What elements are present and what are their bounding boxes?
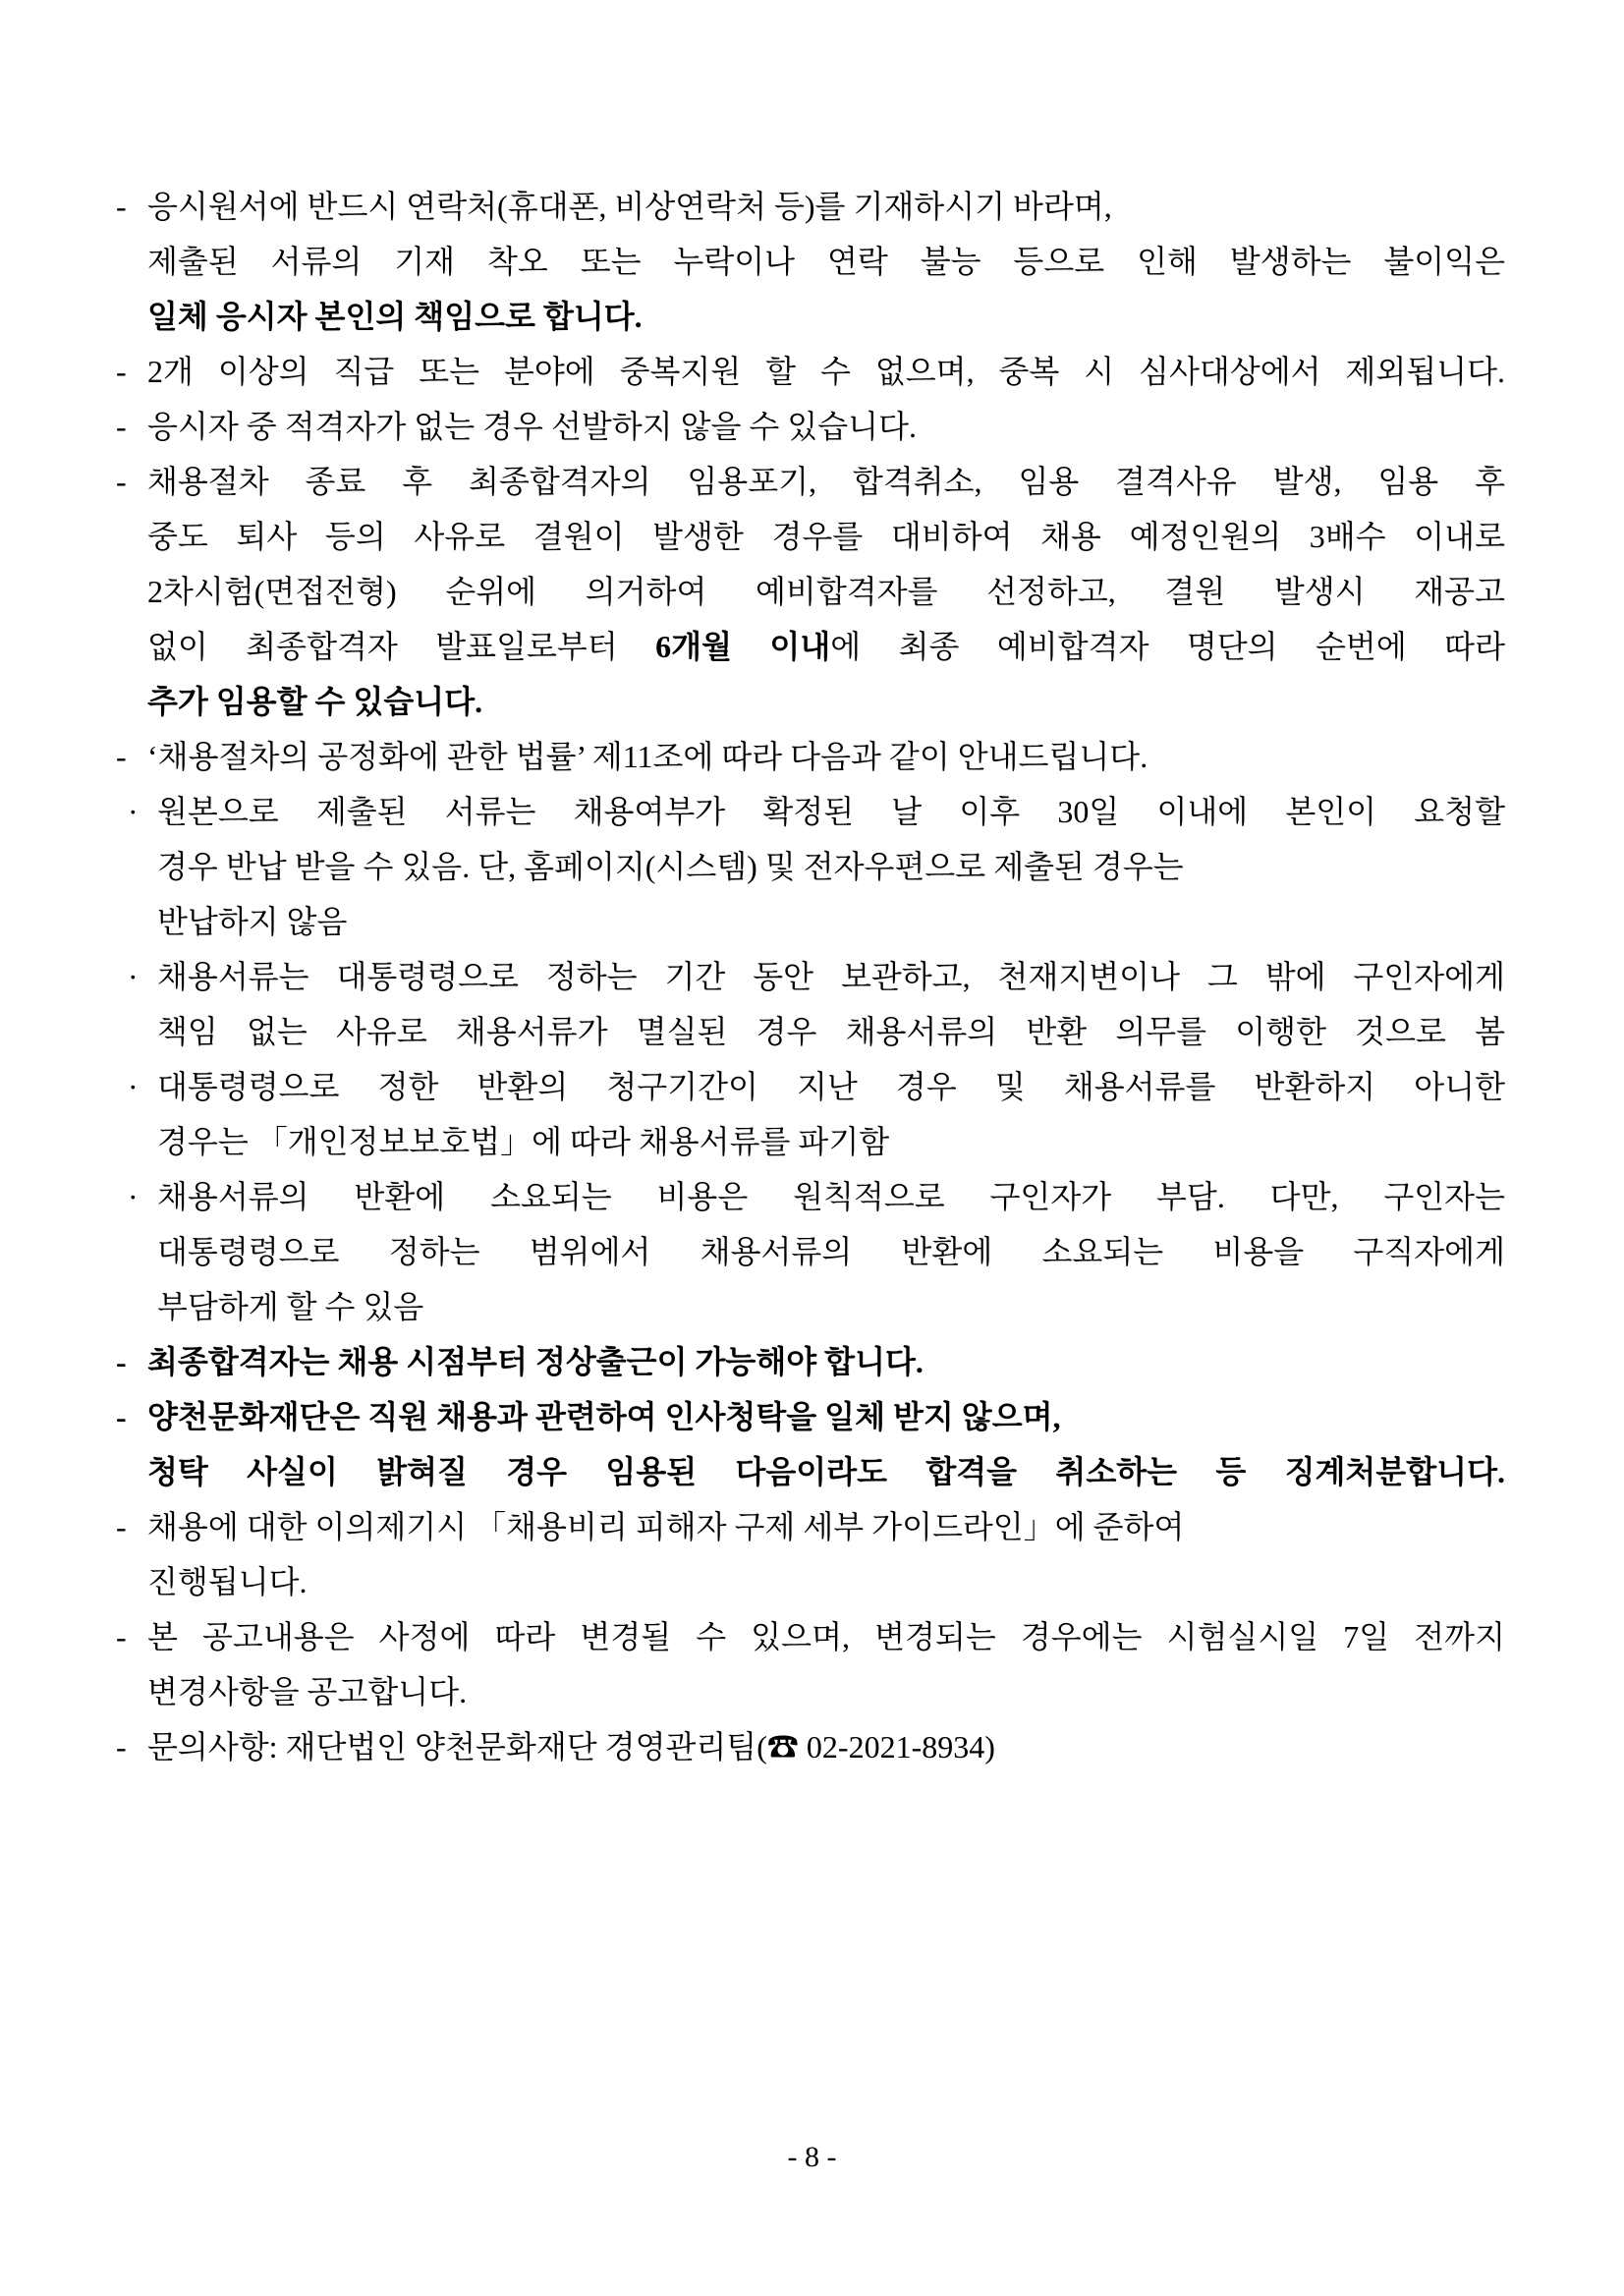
line-text: 2개 이상의 직급 또는 분야에 중복지원 할 수 없으며, 중복 시 심사대상에서 제외됩니다. xyxy=(147,354,1505,389)
line-text: ‘채용절차의 공정화에 관한 법률’ 제11조에 따라 다음과 같이 안내드립니다. xyxy=(147,739,1148,774)
phone-icon: ☎ xyxy=(766,1729,799,1764)
dot-bullet: · xyxy=(128,794,139,829)
dash-bullet: - xyxy=(116,464,127,499)
text-line xyxy=(116,1059,1505,1114)
text-line xyxy=(116,509,1505,564)
text-line xyxy=(116,1554,1505,1609)
line-text: 청탁 사실이 밝혀질 경우 임용된 다음이라도 합격을 취소하는 등 징계처분합니다. xyxy=(147,1454,1505,1489)
dot-bullet: · xyxy=(128,1069,139,1104)
dash-bullet: - xyxy=(116,1509,127,1544)
line-text: 양천문화재단은 직원 채용과 관련하여 인사청탁을 일체 받지 않으며, xyxy=(147,1399,1061,1434)
line-text: 경우는 「개인정보보호법」에 따라 채용서류를 파기함 xyxy=(157,1124,890,1159)
text-line xyxy=(116,564,1505,619)
line-text: 채용서류는 대통령령으로 정하는 기간 동안 보관하고, 천재지변이나 그 밖에 구인자에게 xyxy=(157,959,1505,994)
line-text: 반납하지 않음 xyxy=(157,904,348,939)
line-text: 일체 응시자 본인의 책임으로 합니다. xyxy=(147,299,643,334)
dash-bullet: - xyxy=(116,739,127,774)
text-line xyxy=(116,179,1505,234)
emphasis-text: 6개월 이내 xyxy=(655,629,831,664)
text-line xyxy=(116,399,1505,454)
text-line-emphasis xyxy=(116,1334,1505,1389)
line-text: 중도 퇴사 등의 사유로 결원이 발생한 경우를 대비하여 채용 예정인원의 3배수 이내로 xyxy=(147,519,1505,554)
text-line xyxy=(116,1664,1505,1719)
line-text: 2차시험(면접전형) 순위에 의거하여 예비합격자를 선정하고, 결원 발생시 재공고 xyxy=(147,574,1505,609)
notice-body xyxy=(116,179,1505,1774)
line-text: 대통령령으로 정하는 범위에서 채용서류의 반환에 소요되는 비용을 구직자에게 xyxy=(157,1234,1505,1269)
text-line xyxy=(116,1169,1505,1224)
dash-bullet: - xyxy=(116,1619,127,1654)
line-text: 최종합격자는 채용 시점부터 정상출근이 가능해야 합니다. xyxy=(147,1344,924,1379)
line-text: 없이 최종합격자 발표일로부터 xyxy=(147,629,656,664)
text-line xyxy=(116,1609,1505,1664)
text-line xyxy=(116,1224,1505,1279)
text-line xyxy=(116,234,1505,289)
line-text: 응시원서에 반드시 연락처(휴대폰, 비상연락처 등)를 기재하시기 바라며, xyxy=(147,189,1112,224)
text-line xyxy=(116,1499,1505,1554)
text-line xyxy=(116,729,1505,784)
dot-bullet: · xyxy=(128,1179,139,1214)
text-line xyxy=(116,1114,1505,1169)
line-text: 대통령령으로 정한 반환의 청구기간이 지난 경우 및 채용서류를 반환하지 아니한 xyxy=(157,1069,1505,1104)
text-line xyxy=(116,454,1505,509)
dash-bullet: - xyxy=(116,189,127,224)
text-line-emphasis xyxy=(116,1444,1505,1499)
contact-line xyxy=(116,1719,1505,1774)
dash-bullet: - xyxy=(116,1344,127,1379)
text-line xyxy=(116,1279,1505,1334)
dash-bullet: - xyxy=(116,409,127,444)
text-line xyxy=(116,344,1505,399)
text-line xyxy=(116,894,1505,949)
text-line-emphasis xyxy=(116,1389,1505,1444)
line-text: 응시자 중 적격자가 없는 경우 선발하지 않을 수 있습니다. xyxy=(147,409,917,444)
text-line xyxy=(116,949,1505,1004)
line-text: 변경사항을 공고합니다. xyxy=(147,1674,468,1709)
line-text: 진행됩니다. xyxy=(147,1564,308,1599)
line-text: 채용에 대한 이의제기시 「채용비리 피해자 구제 세부 가이드라인」에 준하여 xyxy=(147,1509,1185,1544)
text-line xyxy=(116,1004,1505,1059)
line-text: 책임 없는 사유로 채용서류가 멸실된 경우 채용서류의 반환 의무를 이행한 것으로 봄 xyxy=(157,1014,1505,1049)
line-text: 원본으로 제출된 서류는 채용여부가 확정된 날 이후 30일 이내에 본인이 요청할 xyxy=(157,794,1505,829)
line-text: 제출된 서류의 기재 착오 또는 누락이나 연락 불능 등으로 인해 발생하는 불이익은 xyxy=(147,244,1505,279)
text-line xyxy=(116,619,1505,674)
dash-bullet: - xyxy=(116,1729,127,1764)
line-text: 채용서류의 반환에 소요되는 비용은 원칙적으로 구인자가 부담. 다만, 구인자는 xyxy=(157,1179,1505,1214)
dot-bullet: · xyxy=(128,959,139,994)
line-text: 에 최종 예비합격자 명단의 순번에 따라 xyxy=(830,629,1506,664)
dash-bullet: - xyxy=(116,354,127,389)
line-text: 본 공고내용은 사정에 따라 변경될 수 있으며, 변경되는 경우에는 시험실시일 7일 전까지 xyxy=(147,1619,1505,1654)
line-text: 경우 반납 받을 수 있음. 단, 홈페이지(시스템) 및 전자우편으로 제출된 경우는 xyxy=(157,849,1184,884)
page-number: - 8 - xyxy=(787,2141,837,2173)
line-text: 추가 임용할 수 있습니다. xyxy=(147,684,483,719)
text-line-emphasis xyxy=(116,674,1505,729)
line-text: 문의사항: 재단법인 양천문화재단 경영관리팀( xyxy=(147,1729,767,1764)
text-line xyxy=(116,784,1505,839)
text-line-emphasis xyxy=(116,289,1505,344)
line-text: 부담하게 할 수 있음 xyxy=(157,1289,424,1324)
dash-bullet: - xyxy=(116,1399,127,1434)
text-line xyxy=(116,839,1505,894)
line-text: 채용절차 종료 후 최종합격자의 임용포기, 합격취소, 임용 결격사유 발생, 임용 후 xyxy=(147,464,1505,499)
phone-number: 02-2021-8934) xyxy=(798,1729,995,1764)
